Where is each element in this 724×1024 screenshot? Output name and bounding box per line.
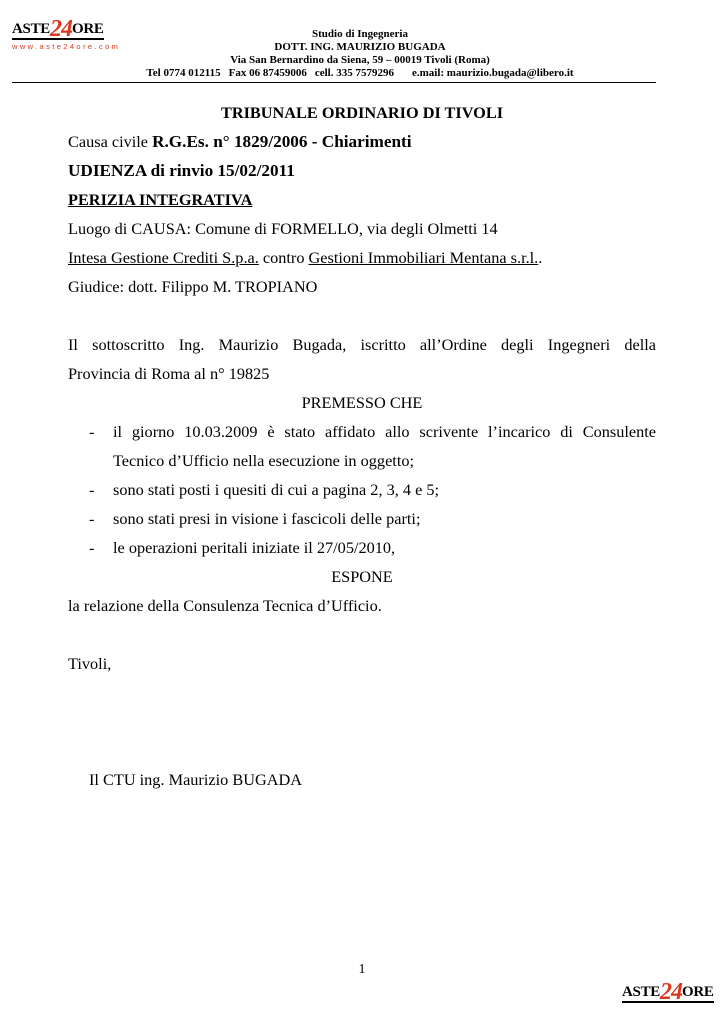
letterhead-cell: cell. 335 7579296	[314, 67, 394, 79]
letterhead-contacts	[60, 67, 660, 80]
list-item: - le operazioni peritali iniziate il 27/05/2010,	[68, 533, 656, 562]
case-line	[68, 127, 656, 156]
letterhead-fax: Fax 06 87459006	[228, 67, 307, 79]
party-plaintiff: Intesa Gestione Crediti S.p.a.	[68, 248, 259, 267]
letterhead-tel: Tel 0774 012115	[146, 67, 221, 79]
list-item: - sono stati posti i quesiti di cui a pagina 2, 3, 4 e 5;	[68, 475, 656, 504]
list-item-text: il giorno 10.03.2009 è stato affidato allo scrivente l’incarico di Consulente	[113, 422, 656, 441]
logo-word-right: ORE	[72, 21, 104, 37]
page-number: 1	[358, 962, 366, 977]
intro-line-1: Il sottoscritto Ing. Maurizio Bugada, iscritto all’Ordine degli Ingegneri della	[68, 335, 656, 354]
list-item-text: sono stati posti i quesiti di cui a pagina 2, 3, 4 e 5;	[113, 480, 440, 499]
premesso-list	[68, 417, 656, 562]
intro-line-2: Provincia di Roma al n° 19825	[68, 364, 270, 383]
list-item-text: sono stati presi in visione i fascicoli delle parti;	[113, 509, 421, 528]
luogo-line: Luogo di CAUSA: Comune di FORMELLO, via degli Olmetti 14	[68, 219, 498, 238]
logo-wordmark	[622, 979, 714, 1005]
header-divider	[12, 82, 656, 83]
logo-url: www.aste24ore.com	[12, 42, 121, 51]
document-body	[68, 98, 656, 794]
premesso-heading: PREMESSO CHE	[301, 393, 423, 412]
contro-word: contro	[258, 248, 309, 267]
logo-word-right: ORE	[682, 984, 714, 1000]
signature-line: Il CTU ing. Maurizio BUGADA	[89, 770, 302, 789]
logo-word-left: ASTE	[12, 21, 50, 37]
hearing-line: UDIENZA di rinvio 15/02/2011	[68, 161, 295, 180]
letterhead-address: Via San Bernardino da Siena, 59 – 00019 Tivoli (Roma)	[230, 54, 490, 66]
court-title: TRIBUNALE ORDINARIO DI TIVOLI	[220, 103, 504, 122]
list-item-text: le operazioni peritali iniziate il 27/05/2010,	[113, 538, 396, 557]
logo-number: 24	[50, 16, 72, 42]
letterhead-name: DOTT. ING. MAURIZIO BUGADA	[274, 41, 446, 53]
party-defendant: Gestioni Immobiliari Mentana s.r.l.	[308, 248, 539, 267]
relazione-line: la relazione della Consulenza Tecnica d’Ufficio.	[68, 596, 382, 615]
logo-number: 24	[660, 979, 682, 1005]
parties-end: .	[538, 248, 543, 267]
letterhead-studio: Studio di Ingegneria	[312, 28, 408, 40]
espone-heading: ESPONE	[331, 567, 393, 586]
judge-line: Giudice: dott. Filippo M. TROPIANO	[68, 277, 318, 296]
letterhead	[60, 28, 660, 80]
list-item: - sono stati presi in visione i fascicoli delle parti;	[68, 504, 656, 533]
parties-line	[68, 243, 656, 272]
case-number: R.G.Es. n° 1829/2006 - Chiarimenti	[152, 132, 412, 151]
logo-word-left: ASTE	[622, 984, 660, 1000]
perizia-heading: PERIZIA INTEGRATIVA	[68, 190, 253, 209]
letterhead-email: e.mail: maurizio.bugada@libero.it	[411, 67, 574, 79]
list-item: - il giorno 10.03.2009 è stato affidato allo scrivente l’incarico di Consulente Tecnico d’Ufficio nella esecuzione in oggetto;	[68, 417, 656, 475]
case-prefix: Causa civile	[68, 132, 153, 151]
list-item-text-cont: Tecnico d’Ufficio nella esecuzione in oggetto;	[113, 451, 415, 470]
aste24ore-logo-bottom	[622, 979, 718, 1005]
place-line: Tivoli,	[68, 654, 112, 673]
